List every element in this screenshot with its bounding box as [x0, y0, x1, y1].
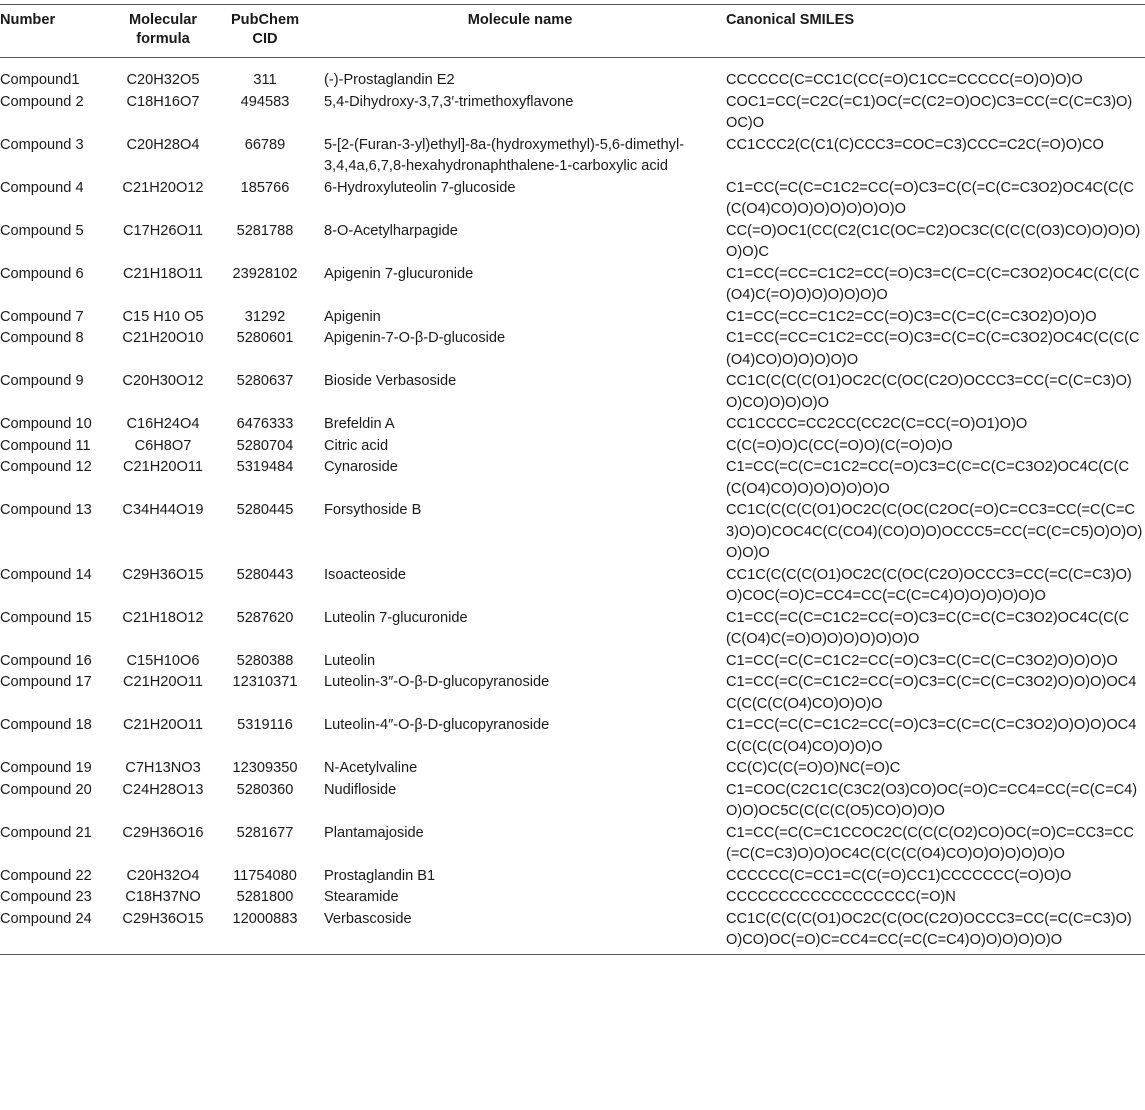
cell-molecule-name: Nudifloside	[324, 781, 397, 798]
cell-cid: 5281677	[236, 824, 294, 841]
cell-smiles: CCCCCC(C=CC1=C(C(=O)CC1)CCCCCCC(=O)O)O	[726, 867, 1072, 884]
cell-formula: C20H32O4	[126, 867, 200, 884]
table-row	[0, 608, 1145, 651]
cell-formula: C24H28O13	[122, 781, 204, 798]
cell-smiles: CC1C(C(C(C(O1)OC2C(C(OC(C2OC(=O)C=CC3=CC(=C(C=C3)O)O)COC4C(C(CO4)(CO)O)O)OCCC5=CC(=C(C=C5)O)O)O)O)O)O	[726, 502, 1143, 561]
table-header-row	[0, 5, 1145, 58]
cell-number: Compound 12	[0, 459, 92, 475]
cell-number: Compound 20	[0, 781, 92, 798]
table-row	[0, 823, 1145, 866]
cell-molecule-name: Apigenin	[324, 308, 381, 325]
cell-cid: 494583	[240, 93, 290, 110]
cell-smiles: C1=CC(=C(C=C1C2=CC(=O)C3=C(C=C(C=C3O2)OC4C(C(C(C(O4)CO)O)O)O)O)O)O	[726, 459, 1130, 497]
table-row	[0, 715, 1145, 758]
table-row	[0, 780, 1145, 823]
cell-formula: C15 H10 O5	[122, 308, 204, 325]
cell-number: Compound 7	[0, 308, 84, 325]
cell-number: Compound 13	[0, 502, 92, 518]
cell-molecule-name: Isoacteoside	[324, 566, 406, 583]
cell-number: Compound 16	[0, 652, 92, 669]
cell-molecule-name: Bioside Verbasoside	[324, 373, 457, 389]
table-row	[0, 414, 1145, 436]
cell-smiles: C1=CC(=C(C=C1C2=CC(=O)C3=C(C=C(C=C3O2)OC4C(C(C(C(O4)C(=O)O)O)O)O)O)O)O	[726, 609, 1130, 647]
table-row	[0, 58, 1145, 92]
cell-cid: 11754080	[233, 867, 297, 884]
table-row	[0, 887, 1145, 909]
cell-formula: C21H20O11	[122, 717, 204, 733]
table-row	[0, 371, 1145, 414]
cell-molecule-name: Prostaglandin B1	[324, 867, 436, 884]
cell-number: Compound 14	[0, 566, 92, 583]
cell-number: Compound 2	[0, 93, 84, 110]
cell-number: Compound 19	[0, 760, 92, 776]
cell-cid: 5319116	[237, 717, 293, 733]
table-row	[0, 565, 1145, 608]
cell-formula: C29H36O15	[106, 909, 220, 955]
cell-smiles: C(C(=O)O)C(CC(=O)O)(C(=O)O)O	[726, 437, 953, 454]
cell-number: Compound 6	[0, 265, 84, 282]
cell-formula: C17H26O11	[122, 222, 204, 239]
cell-formula: C34H44O19	[122, 502, 204, 518]
cell-smiles: C1=CC(=C(C=C1C2=CC(=O)C3=C(C(=C(C=C3O2)OC4C(C(C(C(O4)CO)O)O)O)O)O)O)O	[726, 179, 1134, 217]
cell-formula: C21H20O12	[122, 179, 204, 196]
table-body	[0, 58, 1145, 955]
cell-formula: C21H20O11	[122, 674, 204, 690]
cell-smiles: C1=CC(=C(C=C1CCOC2C(C(C(C(O2)CO)OC(=O)C=CC3=CC(=C(C=C3)O)O)OC4C(C(C(C(O4)CO)O)O)O)O)O)O	[726, 824, 1134, 862]
cell-molecule-name: Luteolin 7-glucuronide	[324, 609, 468, 626]
cell-number: Compound 8	[0, 330, 84, 346]
cell-cid: 23928102	[232, 265, 298, 282]
cell-cid: 31292	[244, 308, 286, 325]
cell-formula: C20H30O12	[122, 373, 204, 389]
cell-molecule-name: 5,4-Dihydroxy-3,7,3′-trimethoxyflavone	[324, 93, 574, 110]
cell-smiles: CC1C(C(C(C(O1)OC2C(C(OC(C2O)OCCC3=CC(=C(C=C3)O)O)COC(=O)C=CC4=CC(=C(C=C4)O)O)O)O)O)O	[726, 566, 1132, 604]
cell-formula: C21H18O12	[122, 609, 204, 626]
cell-number: Compound 15	[0, 609, 92, 626]
cell-molecule-name: Brefeldin A	[324, 416, 395, 432]
header-number: Number	[0, 5, 106, 58]
cell-molecule-name: Apigenin-7-O-β-D-glucoside	[324, 330, 506, 346]
cell-number: Compound 11	[0, 437, 91, 454]
cell-molecule-name: Citric acid	[324, 437, 389, 454]
cell-cid: 5280443	[236, 566, 294, 583]
cell-molecule-name: Plantamajoside	[324, 824, 424, 841]
cell-cid: 5280704	[236, 437, 294, 454]
cell-number: Compound 21	[0, 824, 92, 841]
cell-molecule-name: Luteolin-3″-O-β-D-glucopyranoside	[324, 674, 550, 690]
cell-molecule-name: Apigenin 7-glucuronide	[324, 265, 474, 282]
cell-number: Compound 10	[0, 416, 92, 432]
cell-number: Compound 5	[0, 222, 84, 239]
cell-number: Compound 23	[0, 889, 92, 905]
table-row	[0, 328, 1145, 371]
cell-smiles: C1=CC(=C(C=C1C2=CC(=O)C3=C(C=C(C=C3O2)O)O)O)OC4C(C(C(C(O4)CO)O)O)O	[726, 674, 1137, 712]
table-row	[0, 651, 1145, 673]
table-row	[0, 909, 1145, 955]
cell-cid: 5280601	[236, 330, 294, 346]
table-row	[0, 672, 1145, 715]
cell-smiles: CCCCCC(C=CC1C(CC(=O)C1CC=CCCCC(=O)O)O)O	[726, 72, 1083, 88]
cell-cid: 311	[253, 72, 277, 88]
cell-molecule-name: Stearamide	[324, 889, 399, 905]
table-row	[0, 178, 1145, 221]
cell-cid: 5280360	[236, 781, 294, 798]
cell-formula: C18H16O7	[126, 93, 200, 110]
cell-molecule-name: 6-Hydroxyluteolin 7-glucoside	[324, 179, 516, 196]
table-row	[0, 264, 1145, 307]
cell-cid: 5280388	[236, 652, 294, 669]
cell-formula: C29H36O15	[122, 566, 204, 583]
cell-number: Compound 18	[0, 717, 92, 733]
header-cid: PubChem CID	[220, 5, 310, 58]
cell-formula: C21H20O11	[122, 459, 204, 475]
cell-cid: 5280637	[236, 373, 294, 389]
cell-cid: 6476333	[236, 416, 294, 432]
table-row	[0, 307, 1145, 329]
cell-cid: 5281800	[236, 889, 294, 905]
cell-number: Compound 24	[0, 909, 106, 955]
cell-formula: C7H13NO3	[125, 760, 201, 776]
cell-smiles: CC(C)C(C(=O)O)NC(=O)C	[726, 760, 901, 776]
cell-formula: C21H20O10	[122, 330, 204, 346]
cell-smiles: C1=CC(=CC=C1C2=CC(=O)C3=C(C=C(C=C3O2)OC4C(C(C(C(O4)C(=O)O)O)O)O)O)O	[726, 265, 1140, 303]
cell-number: Compound 22	[0, 867, 92, 884]
cell-formula: C20H28O4	[126, 136, 200, 153]
table-row	[0, 457, 1145, 500]
cell-molecule-name: Luteolin-4″-O-β-D-glucopyranoside	[324, 717, 550, 733]
cell-formula: C21H18O11	[122, 265, 204, 282]
cell-smiles: C1=CC(=CC=C1C2=CC(=O)C3=C(C=C(C=C3O2)O)O)O	[726, 308, 1097, 325]
cell-smiles: C1=CC(=C(C=C1C2=CC(=O)C3=C(C=C(C=C3O2)O)O)O)O	[726, 652, 1118, 669]
header-name: Molecule name	[310, 5, 718, 58]
cell-smiles: CC1CCCC=CC2CC(CC2C(C=CC(=O)O1)O)O	[726, 416, 1028, 432]
header-smiles: Canonical SMILES	[718, 5, 1145, 58]
cell-cid: 5319484	[236, 459, 294, 475]
cell-smiles: C1=COC(C2C1C(C3C2(O3)CO)OC(=O)C=CC4=CC(=C(C=C4)O)O)OC5C(C(C(C(O5)CO)O)O)O	[726, 781, 1138, 819]
cell-smiles: CC1C(C(C(C(O1)OC2C(C(OC(C2O)OCCC3=CC(=C(C=C3)O)O)CO)OC(=O)C=CC4=CC(=C(C=C4)O)O)O)O)O)O	[718, 909, 1145, 955]
cell-number: Compound 3	[0, 136, 84, 153]
cell-molecule-name: Forsythoside B	[324, 502, 422, 518]
table-row	[0, 500, 1145, 565]
table-row	[0, 758, 1145, 780]
cell-smiles: CCCCCCCCCCCCCCCCCC(=O)N	[726, 889, 956, 905]
cell-molecule-name: 8-O-Acetylharpagide	[324, 222, 458, 239]
header-formula: Molecular formula	[106, 5, 220, 58]
cell-smiles: CC1CCC2(C(C1(C)CCC3=COC=C3)CCC=C2C(=O)O)CO	[726, 136, 1104, 153]
table-row	[0, 135, 1145, 178]
cell-formula: C20H32O5	[126, 72, 200, 88]
cell-molecule-name: Verbascoside	[310, 909, 718, 955]
table-row	[0, 92, 1145, 135]
cell-formula: C15H10O6	[126, 652, 200, 669]
cell-cid: 12000883	[220, 909, 310, 955]
cell-number: Compound 17	[0, 674, 92, 690]
cell-molecule-name: Cynaroside	[324, 459, 398, 475]
cell-cid: 5287620	[236, 609, 294, 626]
cell-smiles: C1=CC(=CC=C1C2=CC(=O)C3=C(C=C(C=C3O2)OC4C(C(C(C(O4)CO)O)O)O)O)O	[726, 330, 1140, 368]
cell-formula: C18H37NO	[125, 889, 201, 905]
cell-smiles: CC(=O)OC1(CC(C2(C1C(OC=C2)OC3C(C(C(C(O3)CO)O)O)O)O)O)C	[726, 222, 1141, 260]
cell-cid: 12310371	[232, 674, 298, 690]
cell-number: Compound 4	[0, 179, 84, 196]
cell-cid: 5281788	[236, 222, 294, 239]
cell-formula: C6H8O7	[134, 437, 192, 454]
compound-table	[0, 4, 1145, 955]
cell-formula: C29H36O16	[122, 824, 204, 841]
cell-cid: 5280445	[236, 502, 294, 518]
cell-cid: 185766	[240, 179, 290, 196]
cell-molecule-name: (-)-Prostaglandin E2	[324, 72, 455, 88]
cell-molecule-name: Luteolin	[324, 652, 376, 669]
cell-smiles: COC1=CC(=C2C(=C1)OC(=C(C2=O)OC)C3=CC(=C(C=C3)O)OC)O	[726, 93, 1133, 131]
cell-smiles: C1=CC(=C(C=C1C2=CC(=O)C3=C(C=C(C=C3O2)O)O)O)OC4C(C(C(C(O4)CO)O)O)O	[726, 717, 1137, 755]
table-row	[0, 221, 1145, 264]
cell-molecule-name: N-Acetylvaline	[324, 760, 418, 776]
cell-number: Compound 9	[0, 373, 84, 389]
cell-cid: 66789	[244, 136, 286, 153]
cell-cid: 12309350	[232, 760, 298, 776]
cell-number: Compound1	[0, 72, 80, 88]
cell-formula: C16H24O4	[126, 416, 200, 432]
cell-molecule-name: 5-[2-(Furan-3-yl)ethyl]-8a-(hydroxymethyl)-5,6-dimethyl-3,4,4a,6,7,8-hexahydronaphthalene-1-carboxylic acid	[324, 136, 685, 174]
cell-smiles: CC1C(C(C(C(O1)OC2C(C(OC(C2O)OCCC3=CC(=C(C=C3)O)O)CO)O)O)O)O	[726, 373, 1132, 411]
table-row	[0, 436, 1145, 458]
table-row	[0, 866, 1145, 888]
